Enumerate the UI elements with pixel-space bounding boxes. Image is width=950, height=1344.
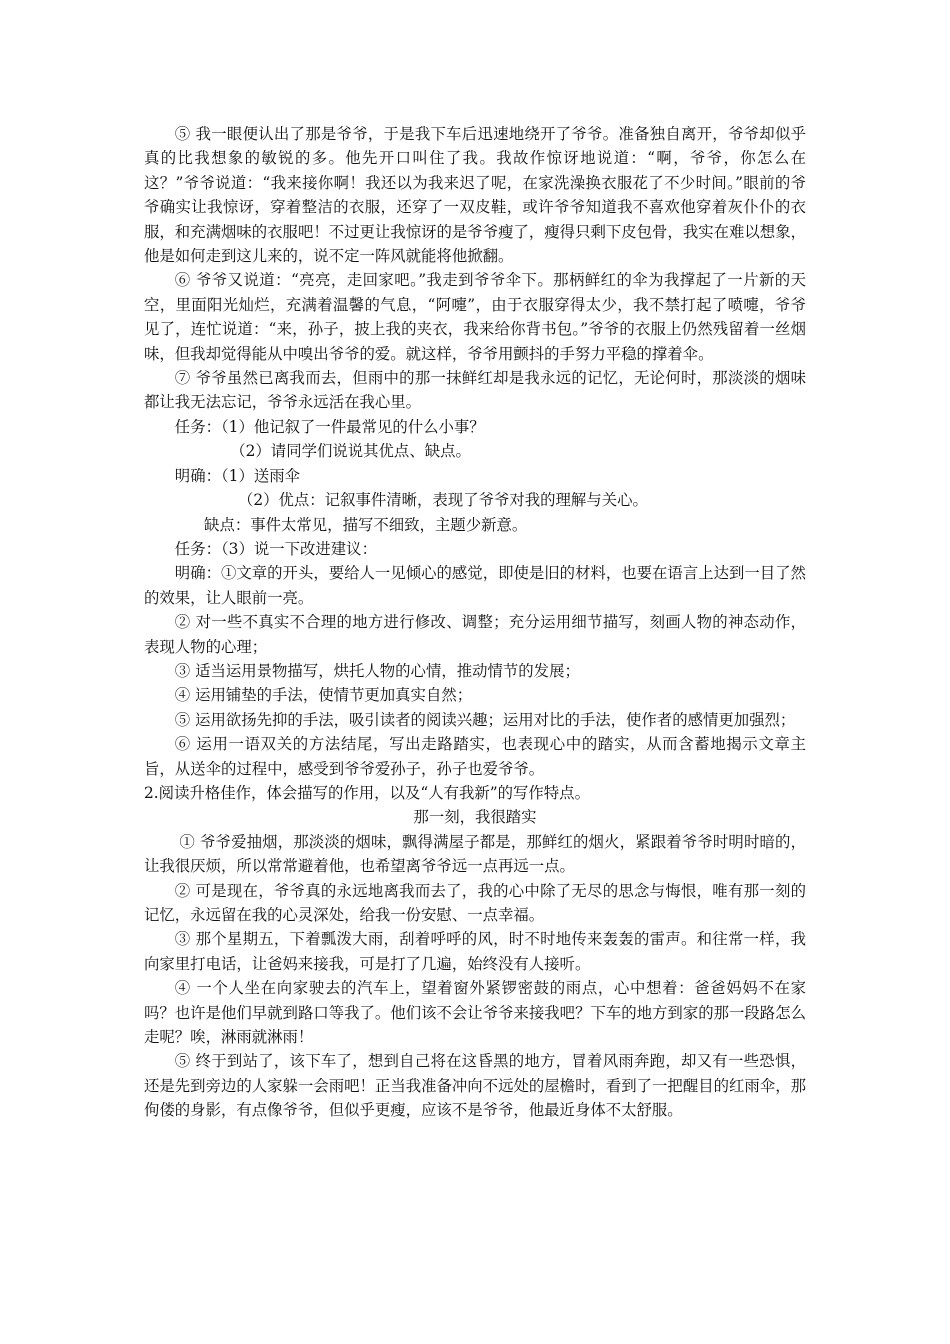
essay-paragraph-4: ④ 一个人坐在向家驶去的汽车上，望着窗外紧锣密鼓的雨点，心中想着：爸爸妈妈不在家吗？也许是他们早就到路口等我了。他们该不会让爷爷来接我吧？下车的地方到家的那一段路怎么走呢？唉，淋雨就淋雨！	[144, 979, 806, 1047]
suggestion-5: ⑤ 运用欲扬先抑的手法，吸引读者的阅读兴趣；运用对比的手法，使作者的感情更加强烈；	[174, 710, 796, 729]
section-heading-2: 2.阅读升格佳作，体会描写的作用，以及“人有我新”的写作特点。	[144, 783, 590, 802]
task-question-3: 任务：（3）说一下改进建议：	[174, 539, 377, 558]
paragraph-story-7: ⑦ 爷爷虽然已离我而去，但雨中的那一抹鲜红却是我永远的记忆，无论何时，那淡淡的烟味都让我无法忘记，爷爷永远活在我心里。	[144, 369, 806, 412]
paragraph-story-6: ⑥ 爷爷又说道：“亮亮，走回家吧。”我走到爷爷伞下。那柄鲜红的伞为我撑起了一片新的天空，里面阳光灿烂，充满着温馨的气息，“阿嚏”，由于衣服穿得太少，我不禁打起了喷嚏，爷爷见了，连忙说道：“来，孙子，披上我的夹衣，我来给你背书包。”爷爷的衣服上仍然残留着一丝烟味，但我却觉得能从中嗅出爷爷的爱。就这样，爷爷用颤抖的手努力平稳的撑着伞。	[144, 271, 806, 363]
suggestion-1: 明确：①文章的开头，要给人一见倾心的感觉，即使是旧的材料，也要在语言上达到一目了然的效果，让人眼前一亮。	[144, 564, 806, 607]
task-question-2: （2）请同学们说说其优点、缺点。	[230, 442, 471, 461]
essay-title: 那一刻，我很踏实	[413, 808, 537, 827]
suggestion-6: ⑥ 运用一语双关的方法结尾，写出走路踏实，也表现心中的踏实，从而含蓄地揭示文章主旨，从送伞的过程中，感受到爷爷爱孙子，孙子也爱爷爷。	[144, 735, 806, 778]
answer-1: 明确：（1）送雨伞	[174, 466, 301, 485]
answer-2-strengths: （2）优点：记叙事件清晰，表现了爷爷对我的理解与关心。	[237, 491, 648, 510]
essay-paragraph-5: ⑤ 终于到站了，该下车了，想到自己将在这昏黑的地方，冒着风雨奔跑，却又有一些恐惧，还是先到旁边的人家躲一会雨吧！正当我准备冲向不远处的屋檐时，看到了一把醒目的红雨伞，那佝偻的身影，有点像爷爷，但似乎更瘦，应该不是爷爷，他最近身体不太舒服。	[144, 1052, 806, 1120]
suggestion-3: ③ 适当运用景物描写，烘托人物的心情，推动情节的发展；	[174, 661, 580, 680]
suggestion-2: ② 对一些不真实不合理的地方进行修改、调整；充分运用细节描写，刻画人物的神态动作，表现人物的心理；	[144, 613, 806, 656]
task-question-1: 任务：（1）他记叙了一件最常见的什么小事？	[174, 417, 485, 436]
essay-paragraph-2: ② 可是现在，爷爷真的永远地离我而去了，我的心中除了无尽的思念与悔恨，唯有那一刻的记忆，永远留在我的心灵深处，给我一份安慰、一点幸福。	[144, 881, 806, 924]
document-page	[144, 122, 806, 1123]
paragraph-story-5: ⑤ 我一眼便认出了那是爷爷，于是我下车后迅速地绕开了爷爷。准备独自离开，爷爷却似乎真的比我想象的敏锐的多。他先开口叫住了我。我故作惊讶地说道：“啊，爷爷，你怎么在这？”爷爷说道：“我来接你啊！我还以为我来迟了呢，在家洗澡换衣服花了不少时间。”眼前的爷爷确实让我惊讶，穿着整洁的衣服，还穿了一双皮鞋，或许爷爷知道我不喜欢他穿着灰仆仆的衣服，和充满烟味的衣服吧！不过更让我惊讶的是爷爷瘦了，瘦得只剩下皮包骨，我实在难以想象，他是如何走到这儿来的，说不定一阵风就能将他掀翻。	[144, 125, 806, 266]
answer-2-weaknesses: 缺点：事件太常见，描写不细致，主题少新意。	[204, 515, 528, 534]
suggestion-4: ④ 运用铺垫的手法，使情节更加真实自然；	[174, 686, 473, 705]
essay-paragraph-1: ① 爷爷爱抽烟，那淡淡的烟味，飘得满屋子都是，那鲜红的烟火，紧跟着爷爷时明时暗的，让我很厌烦，所以常常避着他，也希望离爷爷远一点再远一点。	[144, 832, 806, 876]
essay-paragraph-3: ③ 那个星期五，下着瓢泼大雨，刮着呼呼的风，时不时地传来轰轰的雷声。和往常一样，我向家里打电话，让爸妈来接我，可是打了几遍，始终没有人接听。	[144, 930, 806, 973]
